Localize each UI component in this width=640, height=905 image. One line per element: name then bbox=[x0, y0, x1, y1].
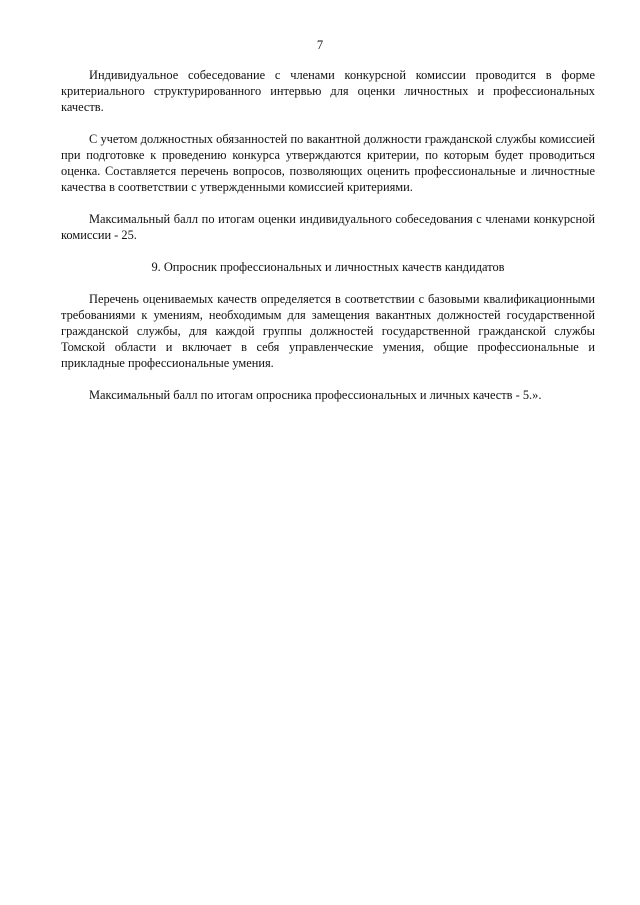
paragraph-evaluation-criteria: С учетом должностных обязанностей по вакантной должности гражданской службы комиссией при подготовке к проведению конкурса утверждаются критерии, по которым будет проводиться оценка. Составляется перечень вопросов, позволяющих оценить профессиональные и личностные качества в соответствии с утвержденными комиссией критериями. bbox=[61, 132, 595, 194]
paragraph-qualities-list: Перечень оцениваемых качеств определяется в соответствии с базовыми квалификационными требованиями к умениям, необходимым для замещения вакантных должностей государственной гражданской службы, для каждой группы должностей государственной гражданской службы Томской области и включает в себя управленческие умения, общие профессиональные и прикладные профессиональные умения. bbox=[61, 292, 595, 370]
section-heading: 9. Опросник профессиональных и личностных качеств кандидатов bbox=[151, 260, 505, 274]
paragraph-questionnaire-max-score: Максимальный балл по итогам опросника профессиональных и личных качеств - 5.». bbox=[89, 388, 542, 402]
paragraph-interview-format: Индивидуальное собеседование с членами конкурсной комиссии проводится в форме критериального структурированного интервью для оценки личностных и профессиональных качеств. bbox=[61, 68, 595, 114]
document-body bbox=[61, 67, 595, 419]
paragraph-interview-max-score: Максимальный балл по итогам оценки индивидуального собеседования с членами конкурсной комиссии - 25. bbox=[61, 212, 595, 242]
page-number: 7 bbox=[316, 38, 324, 52]
